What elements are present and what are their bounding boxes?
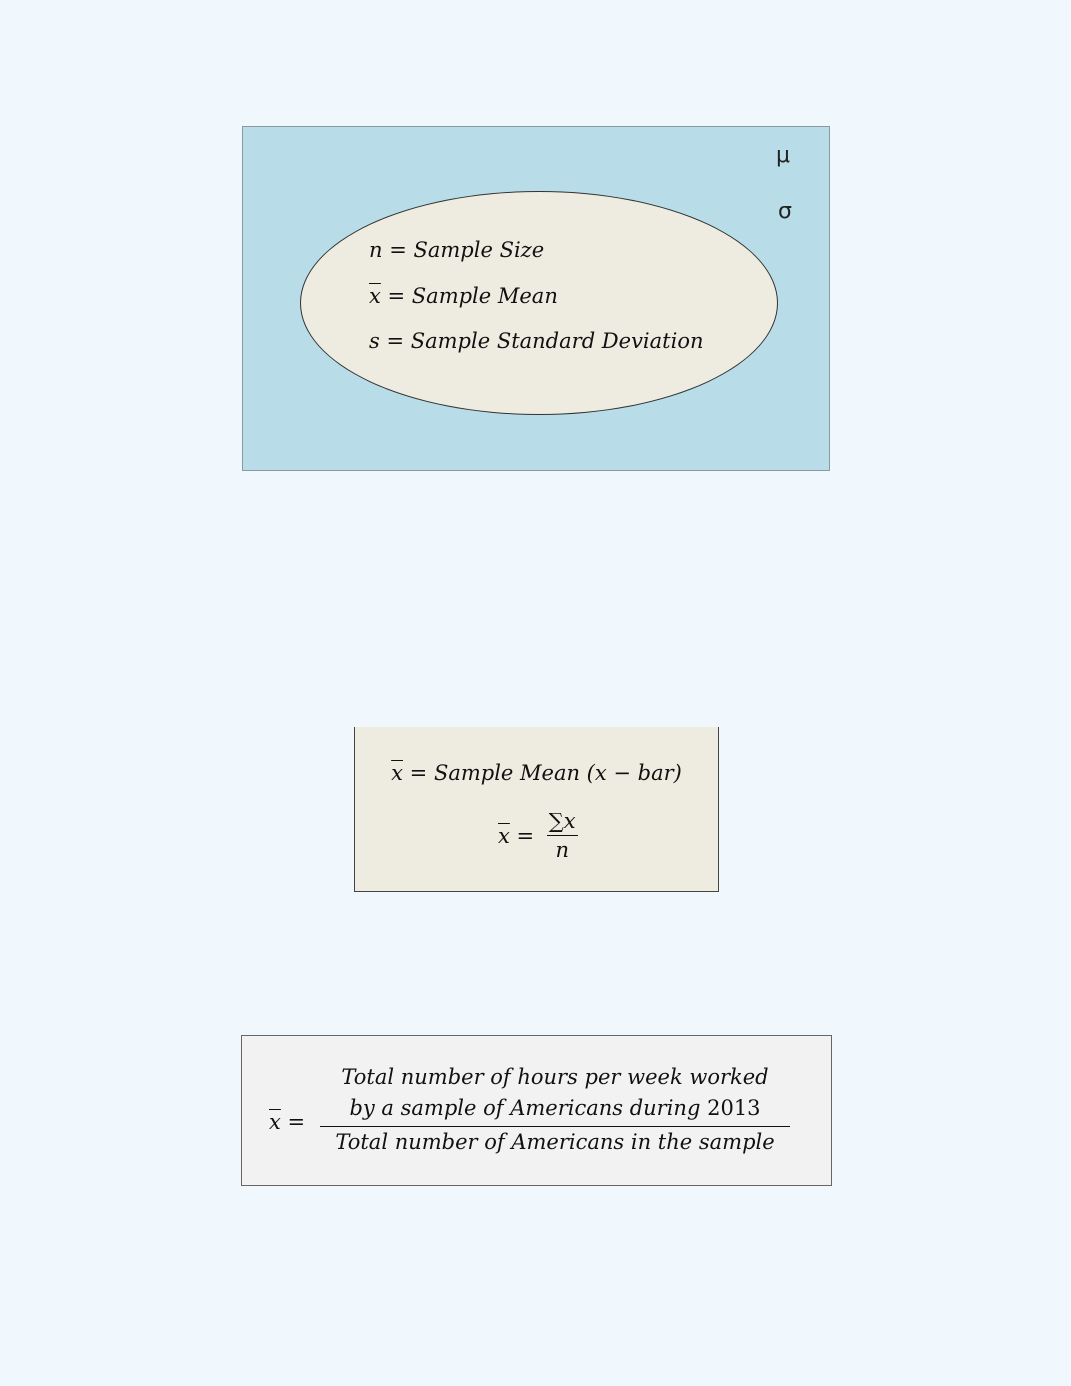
population-mean-symbol: μ — [776, 143, 790, 168]
xbar-symbol: $\overline{x}$ — [269, 1110, 281, 1134]
equals-sign: = — [379, 329, 411, 353]
equals-sign: = — [402, 761, 434, 785]
sample-mean-definition — [355, 761, 718, 785]
xbar-symbol: $\overline{x}$ — [391, 761, 403, 785]
hours-formula-lhs — [269, 1110, 312, 1134]
sample-std-label: Sample Standard Deviation — [410, 329, 704, 353]
sample-ellipse — [300, 191, 778, 415]
population-std-symbol: σ — [778, 199, 792, 224]
equals-sign: = — [380, 284, 412, 308]
fraction — [547, 809, 578, 862]
fraction-denominator: n — [555, 838, 569, 862]
equals-sign: = — [280, 1110, 312, 1134]
sample-size-label: Sample Size — [413, 238, 545, 262]
numerator-year: 2013 — [707, 1096, 761, 1120]
sample-mean-label: Sample Mean — [411, 284, 558, 308]
sample-mean-definition-text: Sample Mean (x − bar) — [433, 761, 682, 785]
equals-sign: = — [509, 823, 541, 848]
hours-fraction-numerator — [320, 1062, 790, 1127]
fraction-numerator: ∑x — [547, 809, 578, 836]
numerator-line-2 — [320, 1093, 790, 1124]
sample-std-symbol: s — [369, 329, 380, 353]
sample-mean-symbol: $\overline{x}$ — [369, 284, 381, 308]
hours-fraction — [320, 1062, 790, 1158]
sample-mean-line — [369, 284, 558, 308]
sample-size-line — [369, 238, 544, 262]
equals-sign: = — [382, 238, 414, 262]
numerator-line-2-text: by a sample of Americans during — [349, 1096, 708, 1120]
sample-size-symbol: n — [369, 238, 383, 262]
hours-fraction-denominator: Total number of Americans in the sample — [335, 1130, 775, 1154]
numerator-line-1: Total number of hours per week worked — [341, 1065, 769, 1089]
hours-worked-formula-box — [241, 1035, 832, 1186]
population-box — [242, 126, 830, 471]
sample-mean-formula-box — [354, 727, 719, 892]
sample-mean-equation — [498, 809, 578, 862]
xbar-symbol: $\overline{x}$ — [498, 823, 510, 848]
sample-std-line — [369, 329, 704, 353]
